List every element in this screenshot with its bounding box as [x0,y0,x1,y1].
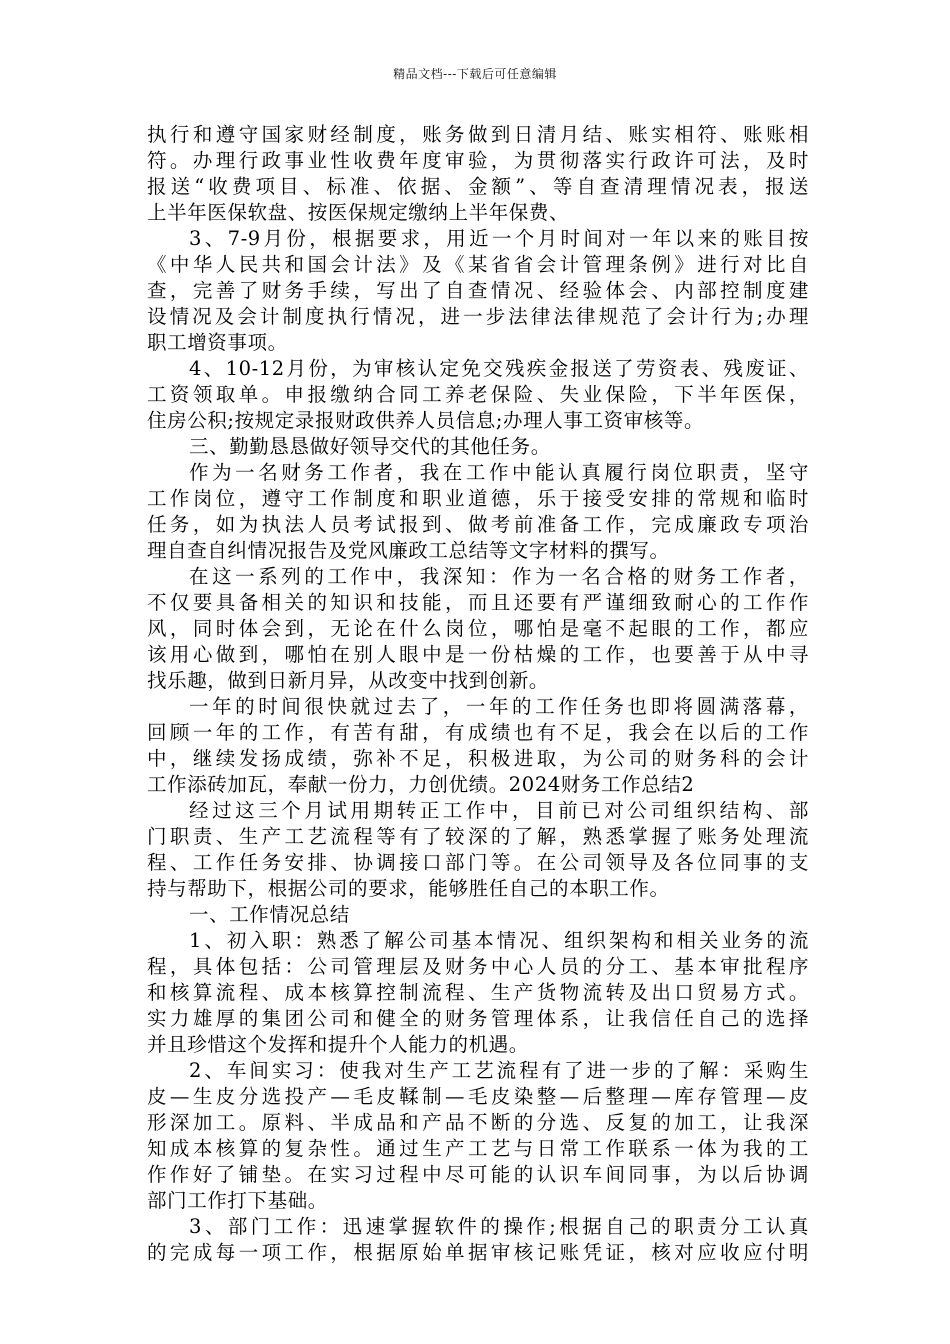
text-line: 中，继续发扬成绩，弥补不足，积极进取，为公司的财务科的会计 [147,747,809,770]
text-line: 一年的时间很快就过去了，一年的工作任务也即将圆满落幕， [189,695,809,718]
page-header: 精品文档---下载后可任意编辑 [393,67,557,81]
text-line: 工资领取单。申报缴纳合同工养老保险、失业保险，下半年医保， [147,383,809,406]
text-line: 2、车间实习：使我对生产工艺流程有了进一步的了解：采购生 [189,1059,809,1082]
text-line: 作为一名财务工作者，我在工作中能认真履行岗位职责，坚守 [189,461,809,484]
text-line: 执行和遵守国家财经制度，账务做到日清月结、账实相符、账账相 [147,123,809,146]
text-line: 工作岗位，遵守工作制度和职业道德，乐于接受安排的常规和临时 [147,487,809,510]
text-line: 符。办理行政事业性收费年度审验，为贯彻落实行政许可法，及时 [147,149,809,172]
text-line: 1、初入职：熟悉了解公司基本情况、组织架构和相关业务的流 [189,929,809,952]
text-line: 查，完善了财务手续，写出了自查情况、经验体会、内部控制度建 [147,279,809,302]
text-line: 作作好了铺垫。在实习过程中尽可能的认识车间同事，为以后协调 [147,1163,809,1186]
text-line: 《中华人民共和国会计法》及《某省省会计管理条例》进行对比自 [147,253,809,276]
text-line: 和核算流程、成本核算控制流程、生产货物流转及出口贸易方式。 [147,981,809,1004]
text-line: 风，同时体会到，无论在什么岗位，哪怕是毫不起眼的工作，都应 [147,617,809,640]
text-line: 职工增资事项。 [147,331,288,354]
text-line: 持与帮助下，根据公司的要求，能够胜任自己的本职工作。 [147,877,670,900]
text-line: 知成本核算的复杂性。通过生产工艺与日常工作联系一体为我的工 [147,1137,809,1160]
text-line: 在这一系列的工作中，我深知：作为一名合格的财务工作者， [189,565,809,588]
text-line: 形深加工。原料、半成品和产品不断的分选、反复的加工，让我深 [147,1111,809,1134]
text-line: 该用心做到，哪怕在别人眼中是一份枯燥的工作，也要善于从中寻 [147,643,809,666]
section-heading: 一、工作情况总结 [189,903,350,926]
text-line: 找乐趣，做到日新月异，从改变中找到创新。 [147,669,550,692]
text-line: 回顾一年的工作，有苦有甜，有成绩也有不足，我会在以后的工作 [147,721,809,744]
text-line: 住房公积;按规定录报财政供养人员信息;办理人事工资审核等。 [147,409,705,432]
text-line: 3、部门工作：迅速掌握软件的操作;根据自己的职责分工认真 [189,1215,809,1238]
text-line: 程，具体包括：公司管理层及财务中心人员的分工、基本审批程序 [147,955,809,978]
text-line: 的完成每一项工作，根据原始单据审核记账凭证，核对应收应付明 [147,1241,809,1264]
text-line: 皮—生皮分选投产—毛皮鞣制—毛皮染整—后整理—库存管理—皮 [147,1085,809,1108]
section-heading: 三、勤勤恳恳做好领导交代的其他任务。 [189,435,551,458]
text-line: 理自查自纠情况报告及党风廉政工总结等文字材料的撰写。 [147,539,670,562]
text-line: 4、10-12月份，为审核认定免交残疾金报送了劳资表、残废证、 [189,357,809,380]
text-line: 3、7-9月份，根据要求，用近一个月时间对一年以来的账目按 [189,227,809,250]
text-line: 工作添砖加瓦，奉献一份力，力创优绩。2024财务工作总结2 [147,773,695,796]
text-line: 上半年医保软盘、按医保规定缴纳上半年保费、 [147,201,570,224]
document-body [147,122,809,1266]
text-line: 门职责、生产工艺流程等有了较深的了解，熟悉掌握了账务处理流 [147,825,809,848]
text-line: 部门工作打下基础。 [147,1189,328,1212]
text-line: 设情况及会计制度执行情况，进一步法律法律规范了会计行为;办理 [147,305,809,328]
text-line: 程、工作任务安排、协调接口部门等。在公司领导及各位同事的支 [147,851,809,874]
text-line: 并且珍惜这个发挥和提升个人能力的机遇。 [147,1033,529,1056]
text-line: 报送“收费项目、标准、依据、金额”、等自查清理情况表，报送 [147,175,809,198]
text-line: 经过这三个月试用期转正工作中，目前已对公司组织结构、部 [189,799,809,822]
text-line: 不仅要具备相关的知识和技能，而且还要有严谨细致耐心的工作作 [147,591,809,614]
text-line: 任务，如为执法人员考试报到、做考前准备工作，完成廉政专项治 [147,513,809,536]
text-line: 实力雄厚的集团公司和健全的财务管理体系，让我信任自己的选择 [147,1007,809,1030]
